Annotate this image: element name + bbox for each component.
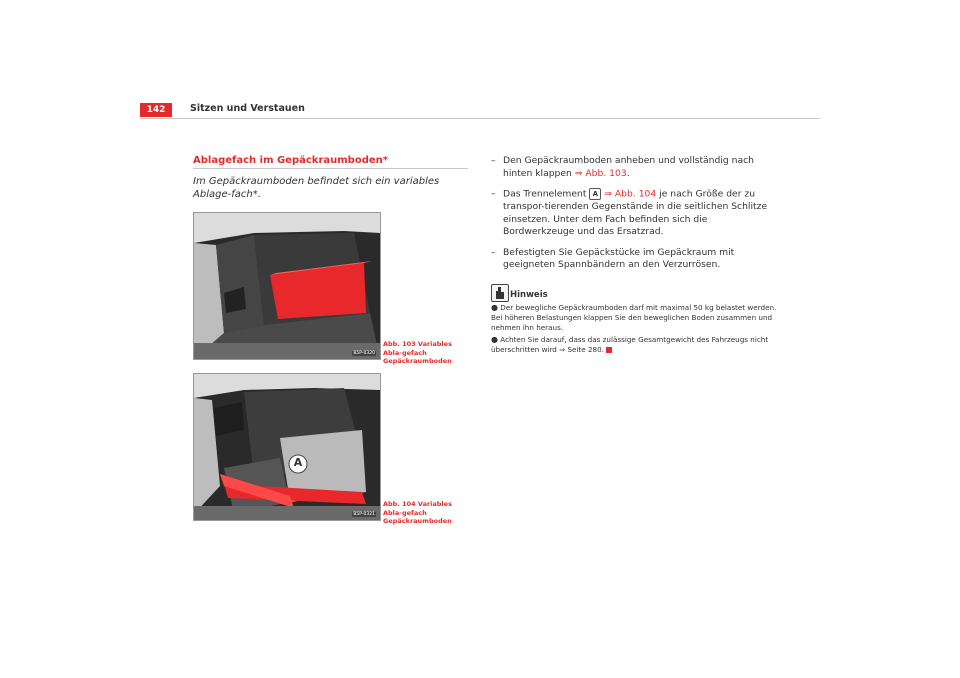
section-intro: Im Gepäckraumboden befindet sich ein variables Ablage-fach*. bbox=[193, 176, 440, 200]
figure-code: B5P-0320 bbox=[353, 351, 375, 356]
step-dash: – bbox=[491, 246, 496, 258]
instruction-steps bbox=[491, 155, 781, 280]
note-text: Achten Sie darauf, dass das zulässige Gesamtgewicht des Fahrzeugs nicht überschritten wird ⇒ Seite 280. bbox=[491, 335, 769, 354]
figure-link[interactable]: ⇒ Abb. 104 bbox=[601, 188, 657, 200]
figure-104-image bbox=[193, 373, 381, 521]
note-item bbox=[491, 335, 781, 355]
header-divider bbox=[140, 118, 820, 119]
chapter-title: Sitzen und Verstauen bbox=[190, 103, 305, 114]
step-text: Befestigten Sie Gepäckstücke im Gepäckraum mit geeigneten Spannbändern an den Verzurrösen. bbox=[503, 246, 735, 270]
step-item bbox=[491, 188, 781, 239]
figure-104-caption: Abb. 104 Variables Abla-gefach Gepäckraumboden bbox=[383, 500, 452, 525]
step-text-end: . bbox=[626, 167, 630, 179]
figure-code: B5P-0321 bbox=[353, 512, 375, 517]
figure-103-caption: Abb. 103 Variables Abla-gefach Gepäckraumboden bbox=[383, 340, 452, 365]
end-mark-icon bbox=[606, 347, 612, 353]
section-title: Ablagefach im Gepäckraumboden* bbox=[193, 155, 388, 166]
bullet-icon: ● bbox=[491, 335, 498, 344]
step-item bbox=[491, 247, 781, 272]
step-item bbox=[491, 155, 781, 180]
section-divider bbox=[193, 168, 468, 169]
note-item bbox=[491, 303, 781, 333]
callout-badge: A bbox=[589, 188, 601, 200]
callout-a-label: A bbox=[293, 456, 303, 469]
figure-link[interactable]: ⇒ Abb. 103 bbox=[574, 167, 627, 179]
note-text: Der bewegliche Gepäckraumboden darf mit maximal 50 kg belastet werden. Bei höheren Belastungen klappen Sie den beweglichen Boden zusammen und nehmen ihn heraus. bbox=[491, 303, 777, 332]
step-dash: – bbox=[491, 188, 496, 199]
note-label: Hinweis bbox=[510, 290, 548, 300]
note-list bbox=[491, 303, 781, 357]
figure-103-image bbox=[193, 212, 381, 360]
step-text: Das Trennelement bbox=[503, 188, 590, 200]
note-icon bbox=[491, 284, 509, 302]
bullet-icon: ● bbox=[491, 303, 498, 312]
step-text: Den Gepäckraumboden anheben und vollständig nach hinten klappen bbox=[503, 155, 754, 179]
page-number: 142 bbox=[140, 103, 172, 117]
step-dash: – bbox=[491, 155, 496, 166]
step-text-end: je nach Größe der zu transpor-tierenden Gegenstände in die seitlichen Schlitze einsetzen. Unter dem Fach befinden sich die Bordwerkzeuge und das Ersatzrad. bbox=[503, 188, 768, 237]
